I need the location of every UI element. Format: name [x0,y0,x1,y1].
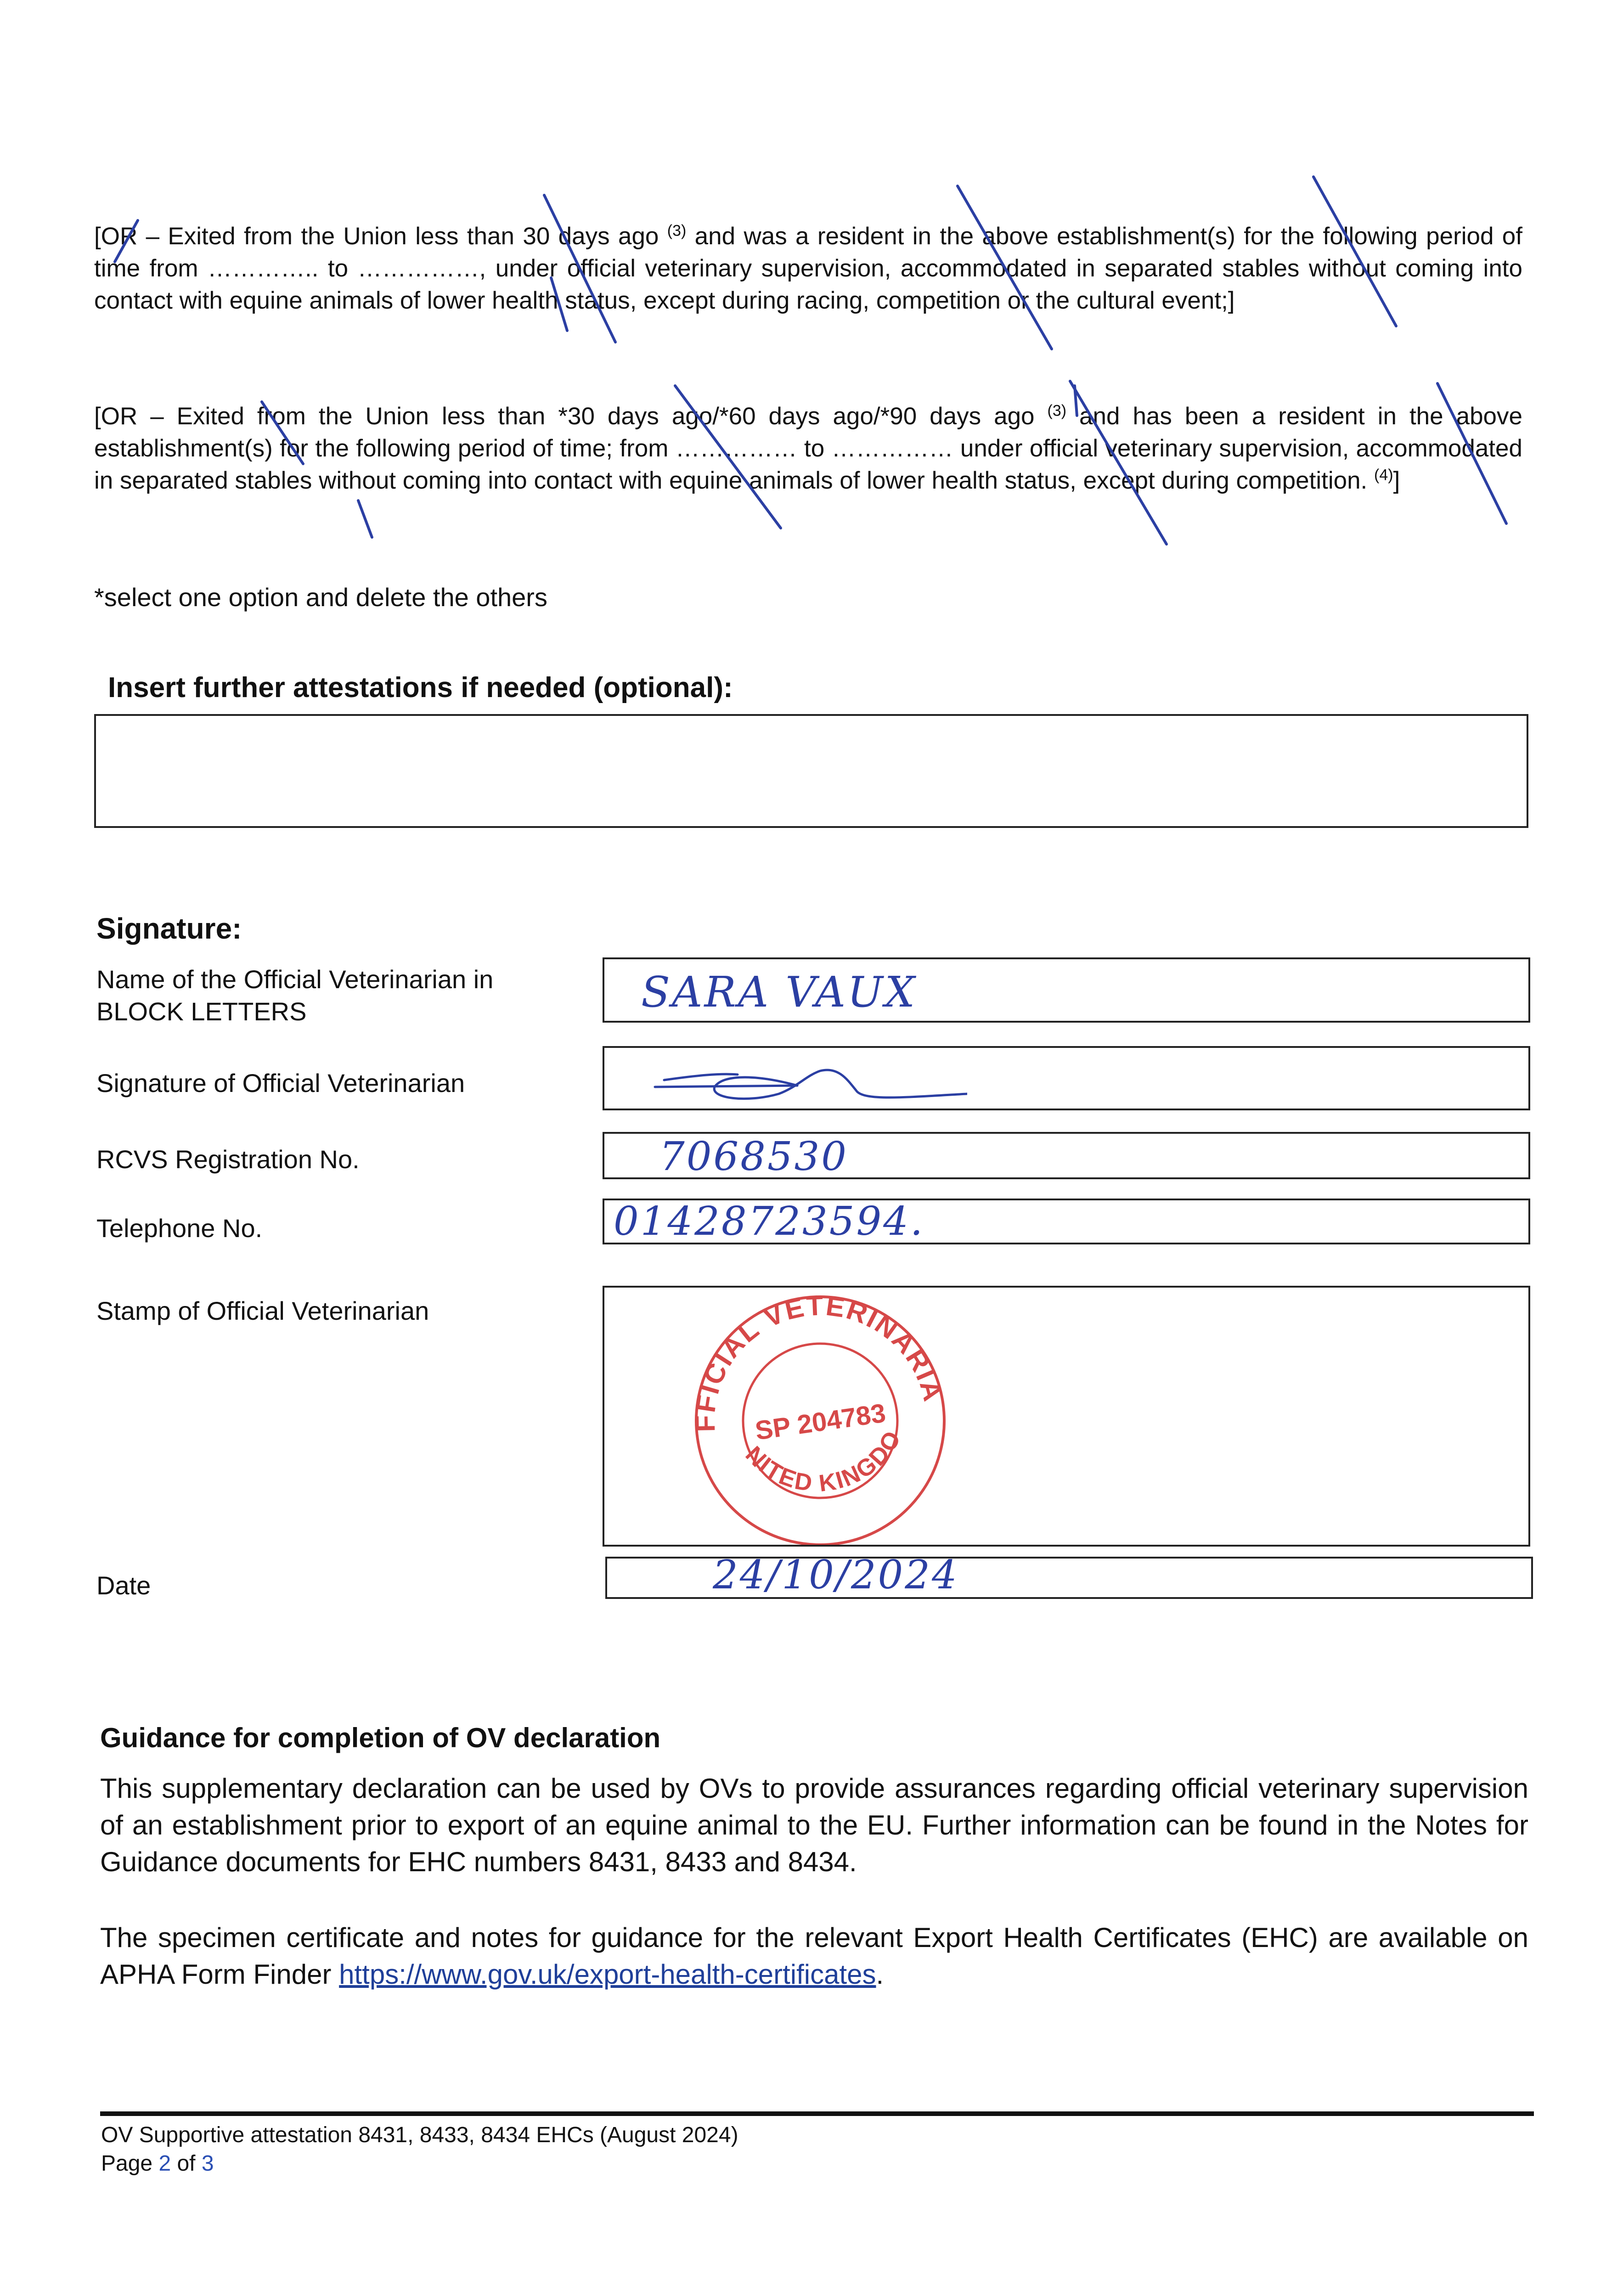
page-number [101,2150,214,2178]
page-word: Page [101,2151,159,2176]
footer-rule [100,2111,1534,2116]
date-field[interactable] [605,1552,1533,1599]
signature-field[interactable] [603,1046,1530,1110]
telephone-label: Telephone No. [96,1214,263,1243]
name-value: SARA VAUX [641,968,917,1017]
guidance-p2-end: . [876,1959,884,1990]
of-word: of [171,2151,202,2176]
further-attestations-heading: Insert further attestations if needed (optional): [108,672,733,703]
official-stamp [687,1288,963,1545]
date-value: 24/10/2024 [713,1552,959,1598]
name-field[interactable] [603,957,1530,1023]
stamp-field [603,1286,1530,1547]
option-paragraph-2 [94,400,1522,497]
rcvs-field[interactable] [603,1132,1530,1179]
date-label: Date [96,1571,151,1600]
stamp-top-text: OFFICIAL VETERINARIAN [689,1290,949,1433]
telephone-value: 01428723594. [614,1199,925,1244]
guidance-paragraph-2 [100,1919,1528,1993]
option-1-text-b: and was a resident in the above establishment(s) for the following period of time from ………….. to ……………, under official veterinary supervision, accommodated in separated stables without coming into contact with equine animals of lower health status, except during racing, competition or the cultural event;] [94,223,1522,314]
footnote-ref: (3) [667,222,687,240]
option-2-text-a: [OR – Exited from the Union less than *30 days ago/*60 days ago/*90 days ago [94,403,1048,430]
footer-title: OV Supportive attestation 8431, 8433, 8434 EHCs (August 2024) [101,2123,738,2147]
option-paragraph-1 [94,220,1522,317]
signature-label: Signature of Official Veterinarian [96,1069,465,1097]
option-1-text-a: [OR – Exited from the Union less than 30 days ago [94,223,667,250]
strike-mark [358,501,372,537]
page-current: 2 [158,2151,171,2176]
stamp-bottom-text: UNITED KINGDOM [740,1425,907,1497]
guidance-paragraph-1: This supplementary declaration can be used by OVs to provide assurances regarding official veterinary supervision of an establishment prior to export of an equine animal to the EU. Further information can be found in the Notes for Guidance documents for EHC numbers 8431, 8433 and 8434. [100,1773,1528,1877]
footnote-ref: (3) [1047,402,1067,420]
footnote-ref: (4) [1374,466,1393,484]
signature-heading: Signature: [96,912,242,945]
rcvs-label: RCVS Registration No. [96,1145,360,1174]
page-total: 3 [201,2151,214,2176]
guidance-heading: Guidance for completion of OV declaration [100,1722,661,1753]
option-2-text-b: and has been a resident in the above establishment(s) for the following period of time; from …………… to …………… under official veterinary supervision, accommodated in separated stables without coming into contact with equine animals of lower health status, except during competition. [94,403,1522,494]
telephone-field[interactable] [603,1199,1530,1244]
name-label: Name of the Official Veterinarian in BLOCK LETTERS [96,965,494,1026]
further-attestations-field[interactable] [94,714,1528,828]
form-finder-link[interactable]: https://www.gov.uk/export-health-certificates [339,1959,876,1990]
option-2-text-c: ] [1393,467,1400,494]
handwritten-signature [646,1048,967,1108]
select-note: *select one option and delete the others [94,583,547,612]
stamp-label: Stamp of Official Veterinarian [96,1296,429,1325]
guidance-p2-text: The specimen certificate and notes for guidance for the relevant Export Health Certificates (EHC) are available on APHA Form Finder [100,1922,1528,1990]
stamp-center-text: SP 204783 [753,1398,888,1446]
rcvs-value: 7068530 [659,1134,849,1180]
